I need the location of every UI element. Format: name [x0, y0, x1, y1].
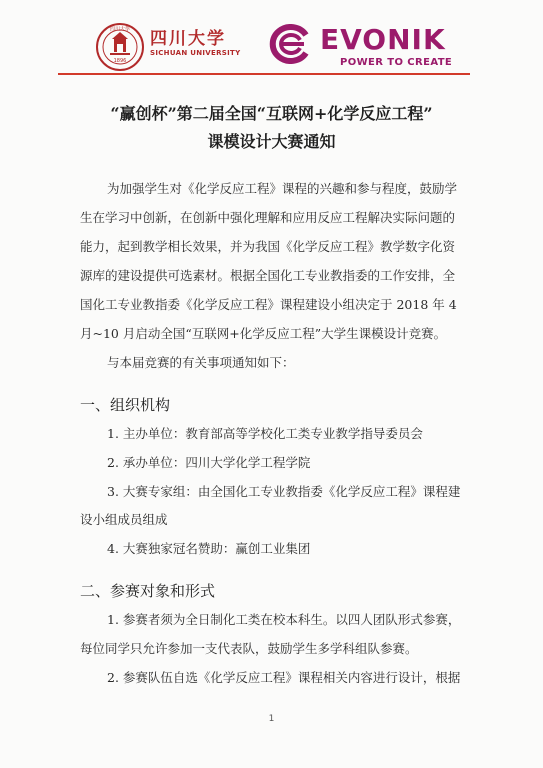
- section-item: 2. 参赛队伍自选《化学反应工程》课程相关内容进行设计，根据: [107, 670, 461, 685]
- intro-line: 能力，起到教学相长效果，并为我国《化学反应工程》教学数字化资: [80, 239, 456, 254]
- section-heading: 二、参赛对象和形式: [80, 582, 216, 600]
- sponsor-tagline: POWER TO CREATE: [340, 57, 453, 68]
- section-item: 4. 大赛独家冠名赞助：赢创工业集团: [107, 541, 311, 556]
- university-name-en: SICHUAN UNIVERSITY: [150, 49, 241, 57]
- letterhead: [0, 0, 543, 78]
- section-item: 1. 主办单位：教育部高等学校化工类专业教学指导委员会: [107, 426, 423, 441]
- section-item: 3. 大赛专家组：由全国化工专业教指委《化学反应工程》课程建: [107, 484, 461, 499]
- section-item: 设小组成员组成: [80, 512, 168, 527]
- page-number: 1: [268, 714, 275, 724]
- intro-line: 月~10 月启动全国“互联网+化学反应工程”大学生课模设计竞赛。: [80, 326, 447, 341]
- sichuan-university-seal-icon: [95, 22, 145, 72]
- seal-text: 四川大學: [109, 26, 131, 33]
- header-divider: [58, 73, 470, 75]
- evonik-logo-icon: [268, 24, 312, 64]
- intro-line: 生在学习中创新，在创新中强化理解和应用反应工程解决实际问题的: [80, 210, 456, 225]
- intro-line: 为加强学生对《化学反应工程》课程的兴趣和参与程度，鼓励学: [107, 181, 458, 196]
- section-item: 1. 参赛者须为全日制化工类在校本科生。以四人团队形式参赛，: [107, 612, 461, 627]
- section-item: 2. 承办单位：四川大学化学工程学院: [107, 455, 311, 470]
- university-name-cn: 四川大学: [150, 29, 226, 49]
- intro-line: 国化工专业教指委《化学反应工程》课程建设小组决定于 2018 年 4: [80, 297, 457, 312]
- seal-year: 1896: [113, 58, 127, 64]
- section-heading: 一、组织机构: [80, 396, 171, 414]
- intro-line: 与本届竞赛的有关事项通知如下：: [107, 355, 295, 370]
- notice-title-line1: “赢创杯”第二届全国“互联网+化学反应工程”: [110, 104, 433, 123]
- intro-line: 源库的建设提供可选素材。根据全国化工专业教指委的工作安排，全: [80, 268, 456, 283]
- sponsor-name: EVONIK: [320, 23, 446, 56]
- notice-title-line2: 课模设计大赛通知: [207, 132, 336, 151]
- section-item: 每位同学只允许参加一支代表队，鼓励学生多学科组队参赛。: [80, 641, 418, 656]
